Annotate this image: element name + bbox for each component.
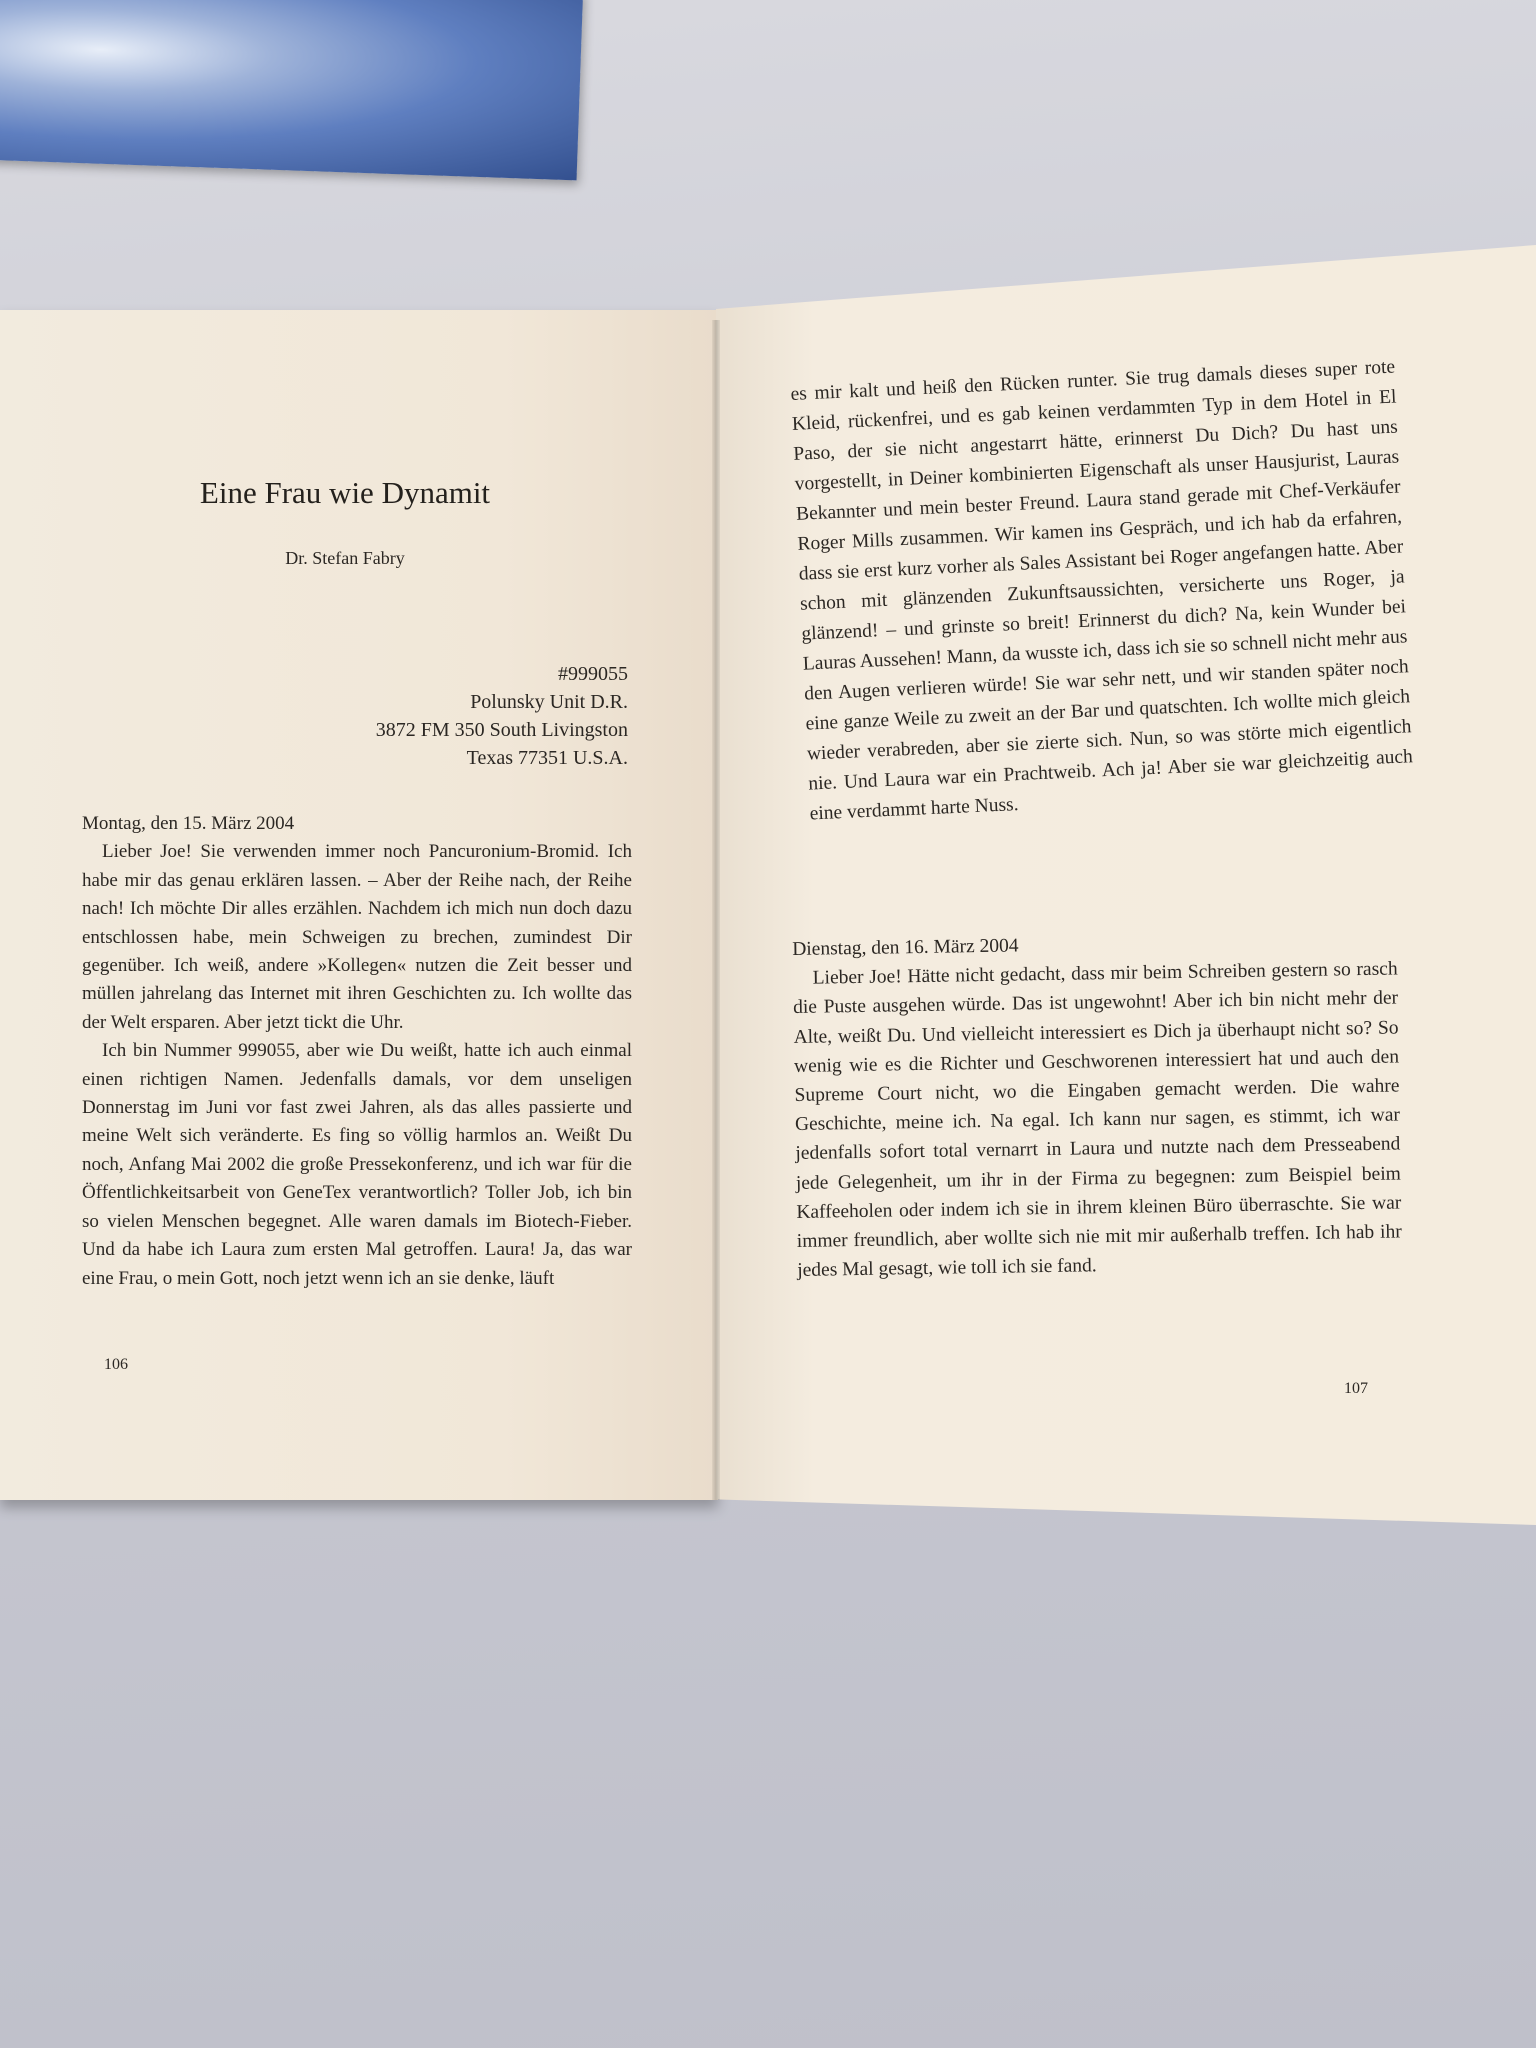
- chapter-author: Dr. Stefan Fabry: [285, 548, 405, 568]
- address-line: 3872 FM 350 South Livingston: [375, 719, 628, 741]
- page-number-right: 107: [1344, 1380, 1368, 1397]
- letter-date: Dienstag, den 16. März 2004: [792, 935, 1019, 960]
- book-gutter: [712, 320, 720, 1500]
- letter-date: Montag, den 15. März 2004: [82, 813, 295, 834]
- chapter-title: Eine Frau wie Dynamit: [199, 475, 491, 510]
- address-block: [376, 660, 628, 772]
- paragraph: es mir kalt und heiß den Rücken runter. Sie trug damals dieses super rote Kleid, rückenfrei, und es gab keinen verdammten Typ in dem Hotel in El Paso, der sie nicht angestarrt hätte, erinnerst Du Dich? Du hast uns vorgestellt, in Deiner kombinierten Eigenschaft als unser Hausjurist, Lauras Bekannter und mein bester Freund. Laura stand gerade mit Chef-Verkäufer Roger Mills zusammen. Wir kamen ins Gespräch, und ich hab da erfahren, dass sie erst kurz vorher als Sales Assistant bei Roger angefangen hatte. Aber schon mit glänzenden Zukunftsaussichten, versicherte uns Roger, ja glänzend! – und grinste so breit! Erinnerst du dich? Na, kein Wunder bei Lauras Aussehen! Mann, da wusste ich, dass ich sie so schnell nicht mehr aus den Augen verlieren würde! Sie war sehr nett, und wir standen später noch eine ganze Weile zu zweit an der Bar und quatschten. Ich wollte mich gleich wieder verabreden, aber sie zierte sich. Nun, so was störte mich eigentlich nie. Und Laura war ein Prachtweib. Ach ja! Aber sie war gleichzeitig auch eine verdammt harte Nuss.: [790, 356, 1414, 825]
- address-line: Texas 77351 U.S.A.: [466, 747, 628, 769]
- page-number-left: 106: [104, 1356, 128, 1373]
- address-line: Polunsky Unit D.R.: [470, 691, 628, 713]
- right-page-continuation: [790, 353, 1415, 830]
- address-line: #999055: [558, 663, 628, 685]
- paragraph: Lieber Joe! Sie verwenden immer noch Pancuronium-Bromid. Ich habe mir das genau erklären lassen. – Aber der Reihe nach, der Reihe nach! Ich möchte Dir alles erzählen. Nachdem ich mich nun doch dazu entschlossen habe, mein Schweigen zu brechen, zumindest Dir gegenüber. Ich weiß, andere »Kollegen« nutzen die Zeit besser und müllen jahrelang das Internet mit ihren Geschichten zu. Ich wollte das der Welt ersparen. Aber jetzt tickt die Uhr.: [82, 841, 632, 1033]
- left-page-body: [82, 810, 632, 1293]
- paragraph: Lieber Joe! Hätte nicht gedacht, dass mir beim Schreiben gestern so rasch die Puste ausgehen würde. Das ist ungewohnt! Aber ich bin nicht mehr der Alte, weißt Du. Und vielleicht interessiert es Dich ja überhaupt nicht so? So wenig wie es die Richter und Geschworenen interessiert hat und auch den Supreme Court nicht, wo die Eingaben gemacht werden. Die wahre Geschichte, meine ich. Na egal. Ich kann nur sagen, es stimmt, ich war jedenfalls sofort total vernarrt in Laura und nutzte nach dem Presseabend jede Gelegenheit, um ihr in der Firma zu begegnen: zum Beispiel beim Kaffeeholen oder indem ich sie in ihrem kleinen Büro überraschte. Sie war immer freundlich, aber wollte sich nie mit mir außerhalb treffen. Ich hab ihr jedes Mal gesagt, wie toll ich sie fand.: [792, 958, 1402, 1282]
- paragraph: Ich bin Nummer 999055, aber wie Du weißt, hatte ich auch einmal einen richtigen Namen. Jedenfalls damals, vor dem unseligen Donnerstag im Juni vor fast zwei Jahren, als das alles passierte und meine Welt sich veränderte. Es fing so völlig harmlos an. Weißt Du noch, Anfang Mai 2002 die große Pressekonferenz, und ich war für die Öffentlichkeitsarbeit von GeneTex verantwortlich? Toller Job, ich bin so vielen Menschen begegnet. Alle waren damals im Biotech-Fieber. Und da habe ich Laura zum ersten Mal getroffen. Laura! Ja, das war eine Frau, o mein Gott, noch jetzt wenn ich an sie denke, läuft: [82, 1040, 632, 1289]
- right-page-body: [792, 925, 1402, 1285]
